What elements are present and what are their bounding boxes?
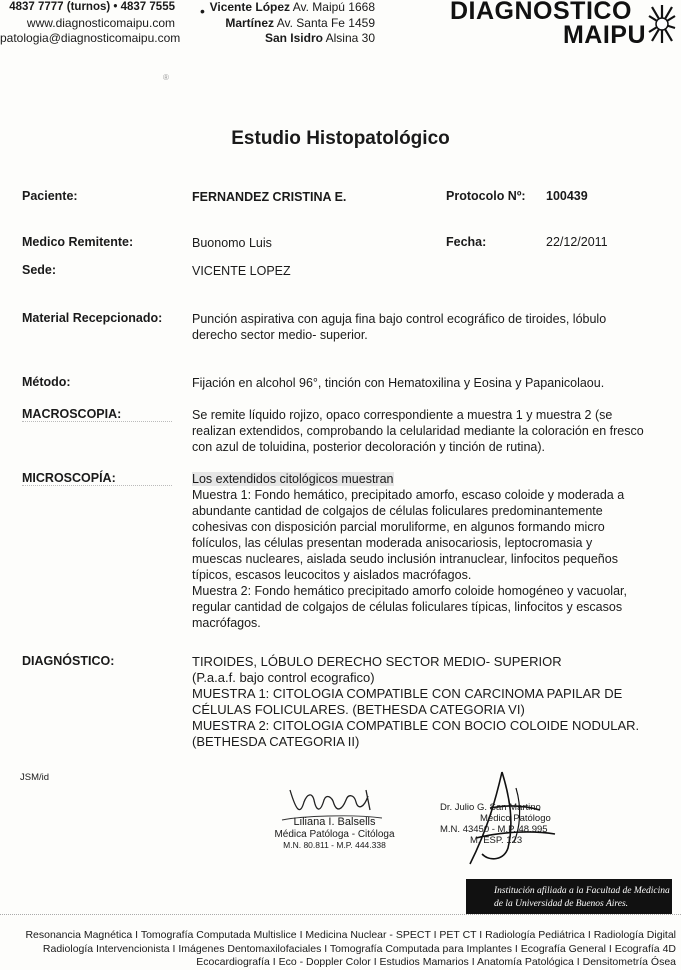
logo-word-2: MAIPU	[562, 21, 646, 49]
macroscopy-label: MACROSCOPIA:	[22, 407, 172, 422]
material-text: Punción aspirativa con aguja fina bajo control ecográfico de tiroides, lóbulo derecho sector medio- superior.	[192, 312, 607, 342]
header-contact	[0, 0, 181, 47]
site-label: Sede:	[22, 263, 57, 277]
referrer-label: Medico Remitente:	[22, 235, 134, 249]
diagnosis-label: DIAGNÓSTICO:	[22, 654, 115, 668]
document-title: Estudio Histopatológico	[231, 128, 450, 149]
registered-mark-icon: ®	[163, 73, 169, 82]
header-branches	[195, 0, 375, 47]
date-label: Fecha:	[446, 235, 487, 249]
material-label: Material Recepcionado:	[22, 311, 163, 325]
diagnostico-maipu-logo	[450, 0, 676, 48]
header-email[interactable]: patologia@diagnosticomaipu.com	[0, 31, 181, 45]
microscopy-text: Los extendidos citológicos muestran Muestra 1: Fondo hemático, precipitado amorfo, escaso coloide y moderada a abundante cantidad de colgajos de células foliculares predominantemente cohesivas con disposición parcial moruliforme, en algunos formando micro folículos, las células presentan moderada anisocariosis, leptocromasia y muescas nucleares, aislada seudo inclusión intranuclear, linfocitos pequeños típicos, escasos leucocitos y aislados macrófagos. Muestra 2: Fondo hemático precipitado amorfo coloide homogéneo y vacuolar, regular cantidad de colgajos de células foliculares típicas, linfocitos y escasos macrófagos.	[192, 472, 627, 630]
branch-san-isidro: San Isidro Alsina 30	[264, 31, 375, 45]
footer-divider	[0, 914, 681, 915]
branch-vicente-lopez: Vicente López Av. Maipú 1668	[209, 0, 375, 14]
uba-affiliation-badge: Institución afiliada a la Facultad de Medicina de la Universidad de Buenos Aires.	[466, 879, 672, 914]
typist-initials: JSM/id	[20, 772, 50, 783]
header-phones: 4837 7777 (turnos) • 4837 7555	[9, 1, 175, 13]
branch-martinez: Martínez Av. Santa Fe 1459	[225, 15, 375, 30]
patient-label: Paciente:	[22, 189, 78, 203]
referrer-value: Buonomo Luis	[192, 236, 272, 250]
diagnosis-text: TIROIDES, LÓBULO DERECHO SECTOR MEDIO- SUPERIOR (P.a.a.f. bajo control ecografico) MUESTRA 1: CITOLOGIA COMPATIBLE CON CARCINOMA PAPILAR DE CÉLULAS FOLICULARES. (BETHESDA CATEGORIA VI) MUESTRA 2: CITOLOGIA COMPATIBLE CON BOCIO COLOIDE NODULAR. (BETHESDA CATEGORIA II)	[192, 654, 640, 749]
method-label: Método:	[22, 375, 71, 389]
method-value: Fijación en alcohol 96°, tinción con Hematoxilina y Eosina y Papanicolaou.	[192, 376, 605, 390]
protocol-value: 100439	[546, 189, 588, 203]
patient-value: FERNANDEZ CRISTINA E.	[192, 190, 347, 204]
footer-services: Resonancia Magnética I Tomografía Computada Multislice I Medicina Nuclear - SPECT I PET CT I Radiología Pediátrica I Radiología Digital Radiología Intervencionista I Imágenes Dentomaxilofaciales I Tomografía Computada para Implantes I Ecografía General I Ecografía 4D Ecocardiografía I Eco - Doppler Color I Estudios Mamarios I Anatomía Patológica I Densitometría Ósea	[25, 929, 676, 968]
macroscopy-text: Se remite líquido rojizo, opaco correspondiente a muestra 1 y muestra 2 (se realizan extendidos, comprobando la celularidad mediante la coloración en fresco con azul de toluidina, posterior decoloración y tinción de rutina).	[192, 408, 644, 454]
signature-balsells-block: Liliana I. Balsells Médica Patóloga - Citóloga M.N. 80.811 - M.P. 444.338	[274, 816, 395, 850]
date-value: 22/12/2011	[546, 235, 608, 249]
microscopy-label: MICROSCOPÍA:	[22, 471, 172, 486]
signature-san-martino-block: Dr. Julio G. San Martino Médico Patólogo M.N. 43450 - M.P. 48.995 M. ESP. 123	[440, 802, 551, 846]
logo-sunburst-icon	[648, 4, 676, 44]
logo-word-1: DIAGNOSTICO	[450, 0, 632, 25]
header-website[interactable]: www.diagnosticomaipu.com	[26, 15, 175, 30]
site-value: VICENTE LOPEZ	[192, 264, 291, 278]
separator-dot: •	[200, 3, 205, 19]
protocol-label: Protocolo Nº:	[446, 189, 526, 203]
